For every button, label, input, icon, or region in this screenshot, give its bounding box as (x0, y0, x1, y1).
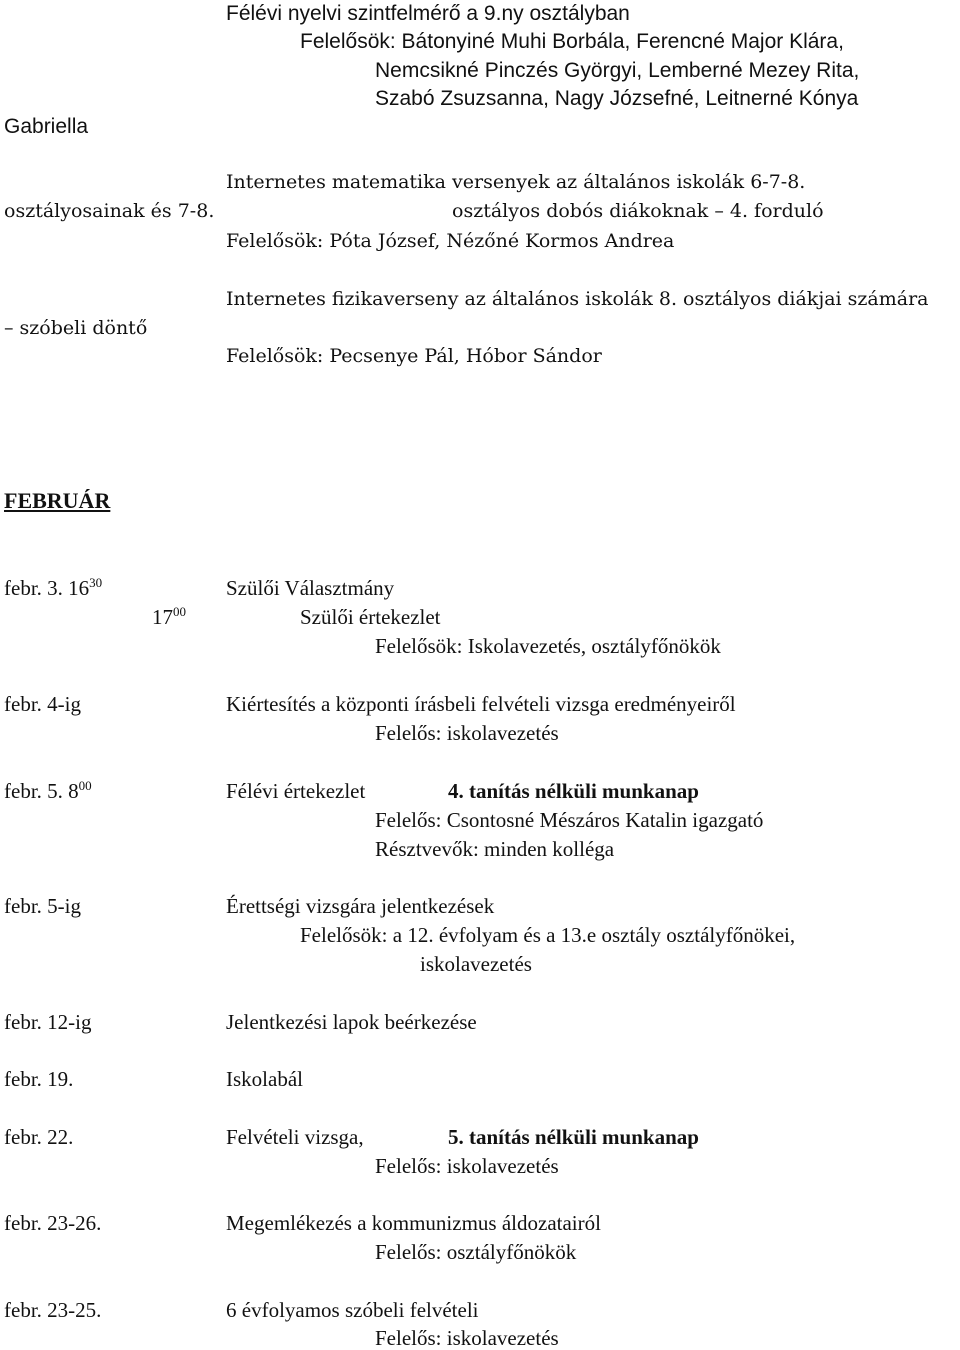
event-4-responsible-2: iskolavezetés (420, 952, 532, 976)
event-9-responsible: Felelős: iskolavezetés (375, 1326, 559, 1350)
event-1-date: febr. 3. $16^{30}$ (4, 575, 103, 600)
event-4-date: febr. 5-ig (4, 894, 81, 918)
event-3-responsible: Felelős: Csontosné Mészáros Katalin igazgató (375, 808, 764, 832)
event-6-title: Iskolabál (226, 1067, 303, 1091)
event-7-responsible: Felelős: iskolavezetés (375, 1154, 559, 1178)
math-line-1: Internetes matematika versenyek az általános iskolák 6-7-8. (226, 171, 806, 193)
event-4-title: Érettségi vizsgára jelentkezések (226, 894, 495, 918)
math-line-3: Felelősök: Póta József, Nézőné Kormos Andrea (226, 230, 675, 252)
event-7-title: Felvételi vizsga, (226, 1125, 364, 1149)
event-7-date: febr. 22. (4, 1125, 74, 1149)
event-9-title: 6 évfolyamos szóbeli felvételi (226, 1298, 479, 1322)
event-4-responsible: Felelősök: a 12. évfolyam és a 13.e osztály osztályfőnökei, (300, 923, 796, 947)
event-8-title: Megemlékezés a kommunizmus áldozatairól (226, 1211, 601, 1235)
event-3-no-teaching-day: 4. tanítás nélküli munkanap (448, 779, 699, 803)
event-8-date: febr. 23-26. (4, 1211, 102, 1235)
physics-line-3: Felelősök: Pecsenye Pál, Hóbor Sándor (226, 345, 602, 367)
event-8-responsible: Felelős: osztályfőnökök (375, 1240, 577, 1264)
event-3-date: febr. 5. $8^{00}$ (4, 778, 92, 803)
event-1-title: Szülői Választmány (226, 576, 395, 600)
intro-line-5: Gabriella (4, 115, 89, 138)
event-1-time2: $17^{00}$ (152, 604, 186, 629)
math-line-2b: osztályos dobós diákoknak – 4. forduló (452, 200, 824, 222)
event-5-title: Jelentkezési lapok beérkezése (226, 1010, 477, 1034)
event-2-responsible: Felelős: iskolavezetés (375, 721, 559, 745)
event-7-no-teaching-day: 5. tanítás nélküli munkanap (448, 1125, 699, 1149)
intro-line-4: Szabó Zsuzsanna, Nagy Józsefné, Leitnerné Kónya (375, 87, 859, 110)
intro-line-1: Félévi nyelvi szintfelmérő a 9.ny osztályban (226, 2, 630, 25)
math-line-2a: osztályosainak és 7-8. (4, 200, 215, 222)
event-2-title: Kiértesítés a központi írásbeli felvételi vizsga eredményeiről (226, 692, 736, 716)
event-6-date: febr. 19. (4, 1067, 74, 1091)
event-3-title: Félévi értekezlet (226, 779, 366, 803)
event-1-responsible: Felelősök: Iskolavezetés, osztályfőnökök (375, 634, 721, 658)
event-1-title2: Szülői értekezlet (300, 605, 441, 629)
intro-line-2: Felelősök: Bátonyiné Muhi Borbála, Ferencné Major Klára, (300, 30, 844, 53)
event-5-date: febr. 12-ig (4, 1010, 92, 1034)
event-9-date: febr. 23-25. (4, 1298, 102, 1322)
month-heading: FEBRUÁR (4, 488, 111, 513)
event-3-participants: Résztvevők: minden kolléga (375, 837, 615, 861)
physics-line-1: Internetes fizikaverseny az általános iskolák 8. osztályos diákjai számára (226, 288, 929, 310)
intro-line-3: Nemcsikné Pinczés Györgyi, Lemberné Mezey Rita, (375, 59, 860, 82)
event-2-date: febr. 4-ig (4, 692, 81, 716)
physics-line-2: – szóbeli döntő (4, 317, 148, 339)
